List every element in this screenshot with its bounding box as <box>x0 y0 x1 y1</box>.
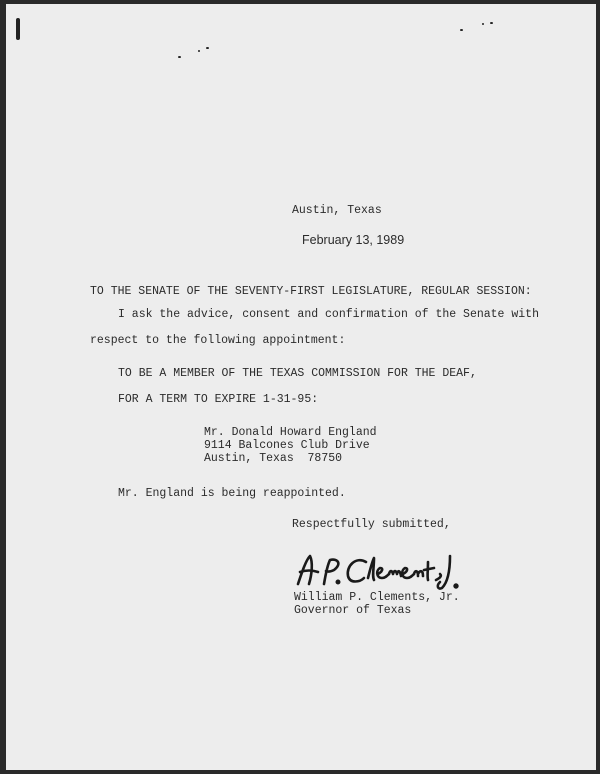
appointment-line: TO BE A MEMBER OF THE TEXAS COMMISSION FOR THE DEAF, <box>118 367 477 380</box>
appointment-line: FOR A TERM TO EXPIRE 1-31-95: <box>118 393 319 406</box>
letter-date: February 13, 1989 <box>302 233 405 247</box>
signature <box>290 548 466 594</box>
scan-mark-top <box>178 56 181 58</box>
reappointment-note: Mr. England is being reappointed. <box>118 487 346 500</box>
appointee-street: 9114 Balcones Club Drive <box>204 439 370 452</box>
closing: Respectfully submitted, <box>292 518 451 531</box>
letter-page <box>6 4 596 770</box>
letter-place: Austin, Texas <box>292 204 382 217</box>
appointee-name: Mr. Donald Howard England <box>204 426 377 439</box>
scan-mark-left <box>16 18 20 40</box>
scan-mark-right <box>482 23 484 25</box>
signer-title: Governor of Texas <box>294 604 412 617</box>
body-line: respect to the following appointment: <box>90 334 346 347</box>
scan-mark-right <box>460 29 463 31</box>
signer-name: William P. Clements, Jr. <box>294 591 460 604</box>
scan-mark-top <box>198 50 200 52</box>
salutation: TO THE SENATE OF THE SEVENTY-FIRST LEGISLATURE, REGULAR SESSION: <box>90 285 532 298</box>
scan-mark-top <box>206 47 209 49</box>
body-line: I ask the advice, consent and confirmation of the Senate with <box>118 308 539 321</box>
appointee-city: Austin, Texas 78750 <box>204 452 343 465</box>
scan-mark-right <box>490 22 493 24</box>
